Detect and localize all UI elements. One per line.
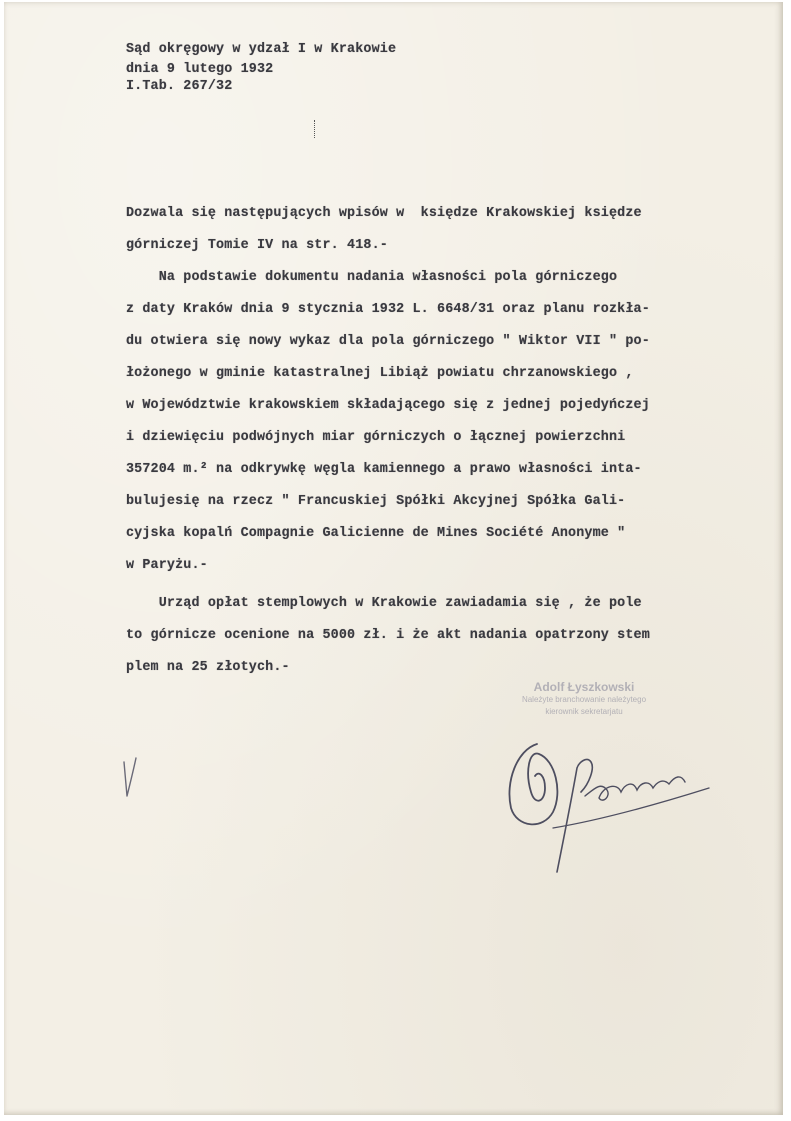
body-line: du otwiera się nowy wykaz dla pola górniczego " Wiktor VII " po- bbox=[126, 334, 650, 349]
stamp-line: Należyte branchowanie należytego bbox=[521, 695, 647, 704]
body-line: bulujesię na rzecz " Francuskiej Spółki Akcyjnej Spółka Gali- bbox=[126, 494, 626, 509]
body-line: i dziewięciu podwójnych miar górniczych o łącznej powierzchni bbox=[126, 430, 626, 445]
body-line: to górnicze ocenione na 5000 zł. i że akt nadania opatrzony stem bbox=[126, 628, 650, 643]
checkmark-icon bbox=[116, 744, 146, 804]
official-stamp bbox=[484, 680, 684, 718]
document-date: dnia 9 lutego 1932 bbox=[126, 62, 274, 77]
body-line: w Paryżu.- bbox=[126, 558, 208, 573]
body-line: 357204 m.² na odkrywkę węgla kamiennego a prawo własności inta- bbox=[126, 462, 642, 477]
document-page bbox=[4, 2, 783, 1115]
stamp-name: Adolf Łyszkowski bbox=[533, 680, 635, 694]
reference-number: I.Tab. 267/32 bbox=[126, 79, 233, 94]
body-line: w Województwie krakowskiem składającego się z jednej pojedyńczej bbox=[126, 398, 650, 413]
body-line: Urząd opłat stemplowych w Krakowie zawiadamia się , że pole bbox=[126, 596, 642, 611]
body-line: cyjska kopalń Compagnie Galicienne de Mines Société Anonyme " bbox=[126, 526, 626, 541]
body-line: łożonego w gminie katastralnej Libiąż powiatu chrzanowskiego , bbox=[126, 366, 634, 381]
body-line: Na podstawie dokumentu nadania własności pola górniczego bbox=[126, 270, 618, 285]
court-name: Sąd okręgowy w ydzał I w Krakowie bbox=[126, 42, 397, 57]
stamp-line: kierownik sekretarjatu bbox=[545, 707, 623, 716]
margin-mark bbox=[314, 120, 317, 138]
body-line: Dozwala się następujących wpisów w księdze Krakowskiej księdze bbox=[126, 206, 642, 221]
signature bbox=[499, 732, 719, 882]
body-line: górniczej Tomie IV na str. 418.- bbox=[126, 238, 388, 253]
body-line: z daty Kraków dnia 9 stycznia 1932 L. 6648/31 oraz planu rozkła- bbox=[126, 302, 650, 317]
body-line: plem na 25 złotych.- bbox=[126, 660, 290, 675]
